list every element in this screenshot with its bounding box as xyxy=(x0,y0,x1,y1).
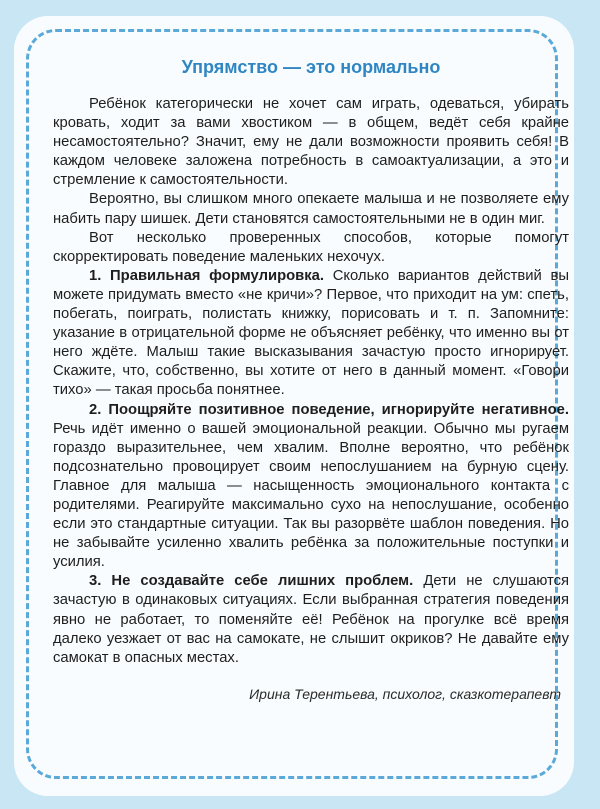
tip-heading: 1. Правильная формулировка. xyxy=(89,267,324,284)
tip-text: Сколько вариантов действий вы можете придумать вместо «не кричи»? Первое, что приходит на ум: спеть, побегать, поиграть, полистать книжку, порисовать и т. п. Запомните: указание в отрицательной форме не объясняет ребёнку, что именно вы от него ждёте. Малыш такие высказывания зачастую просто игнорирует. Скажите, что, собственно, вы хотите от него в данный момент. «Говори тихо» — такая просьба понятнее. xyxy=(53,267,569,399)
intro-paragraph: Вот несколько проверенных способов, которые помогут скорректировать поведение маленьких нехочух. xyxy=(53,229,569,265)
tip-heading: 2. Поощряйте позитивное поведение, игнорируйте негативное. xyxy=(89,401,569,418)
intro-paragraph: Вероятно, вы слишком много опекаете малыша и не позволяете ему набить пару шишек. Дети становятся самостоятельными не в один миг. xyxy=(53,191,569,227)
tip-text: Речь идёт именно о вашей эмоциональной реакции. Обычно мы ругаем гораздо выразительнее, чем хвалим. Вполне вероятно, что ребёнок подсознательно провоцирует своим непослушанием на бурную сцену. Главное для малыша — насыщенность эмоционального контакта с родителями. Реагируйте максимально сухо на непослушание, особенно если это стандартные ситуации. Так вы разорвёте шаблон поведения. Но не забывайте усиленно хвалить ребёнка за положительные поступки и усилия. xyxy=(53,420,569,571)
tip-paragraph xyxy=(53,572,569,667)
article-content xyxy=(53,56,569,703)
intro-paragraph: Ребёнок категорически не хочет сам играть, одеваться, убирать кровать, ходит за вами хвостиком — в общем, ведёт себя крайне несамостоятельно? Значит, ему не дали возможности проявить себя! В каждом человеке заложена потребность в самоактуализации, а это и стремление к самостоятельности. xyxy=(53,96,569,189)
tip-paragraph xyxy=(53,267,569,401)
author-signature: Ирина Терентьева, психолог, сказкотерапевт xyxy=(249,685,561,702)
tip-heading: 3. Не создавайте себе лишних проблем. xyxy=(89,573,414,590)
article-title: Упрямство — это нормально xyxy=(181,57,441,77)
tip-text: Дети не слушаются зачастую в одинаковых ситуациях. Если выбранная стратегия поведения явно не работает, то поменяйте её! Ребёнок на прогулке всё время далеко уезжает от вас на самокате, не слышит окриков? Не давайте ему самокат в опасных местах. xyxy=(53,573,569,666)
tip-paragraph xyxy=(53,401,569,573)
